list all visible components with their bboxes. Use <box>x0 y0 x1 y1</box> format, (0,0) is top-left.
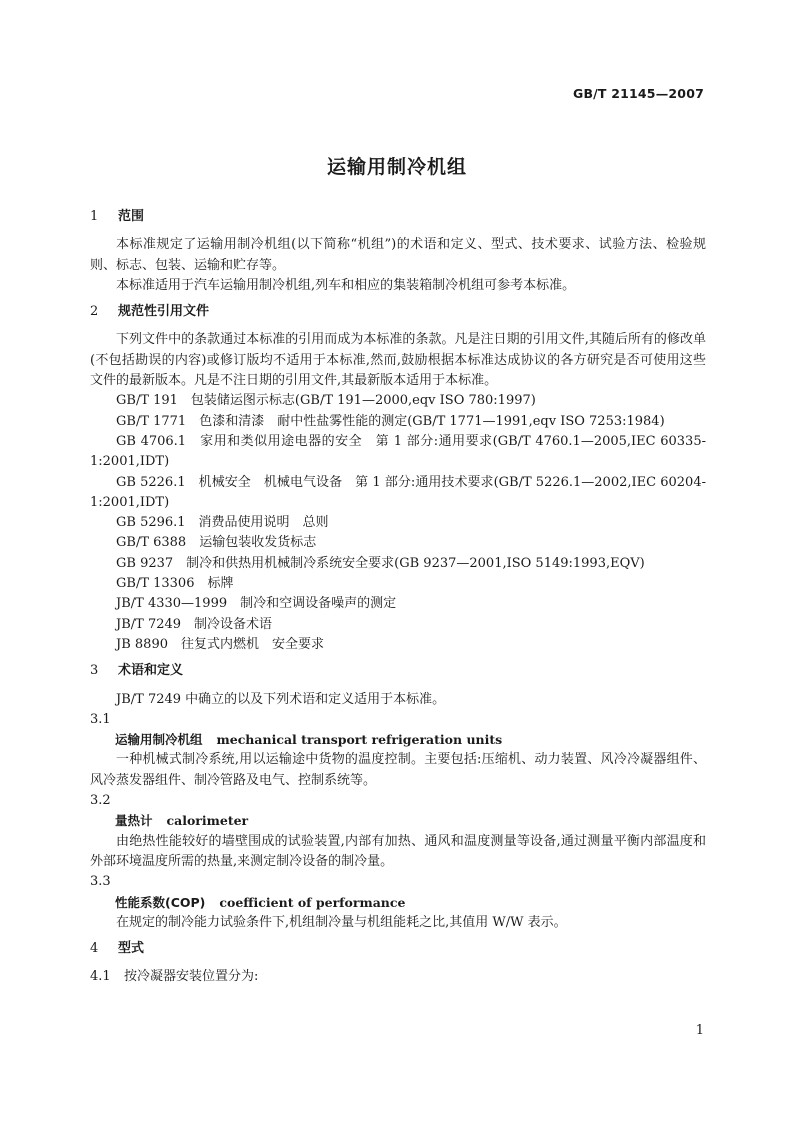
term-en: coefficient of performance <box>219 894 406 910</box>
page-number: 1 <box>695 1023 704 1038</box>
section-number: 3 <box>90 663 99 679</box>
reference-item: GB 5296.1 消费品使用说明 总则 <box>116 515 329 531</box>
section-title: 术语和定义 <box>118 663 184 679</box>
term-number: 3.1 <box>90 711 111 727</box>
document-title: 运输用制冷机组 <box>326 156 467 178</box>
term-zh: 性能系数(COP) <box>115 894 206 910</box>
term-definition: 一种机械式制冷系统,用以运输途中货物的温度控制。主要包括:压缩机、动力装置、风冷冷凝器组件、风冷蒸发器组件、制冷管路及电气、控制系统等。 <box>90 752 706 788</box>
section-number: 1 <box>90 209 99 224</box>
section-number: 4 <box>90 941 99 957</box>
section-title: 型式 <box>118 941 145 957</box>
term-title <box>90 811 706 831</box>
sub-clause <box>90 967 706 987</box>
term-zh: 量热计 <box>115 813 153 829</box>
sub-clause-text: 按冷凝器安装位置分为: <box>124 969 259 985</box>
section-number: 2 <box>90 304 99 320</box>
paragraph: 本标准适用于汽车运输用制冷机组,列车和相应的集装箱制冷机组可参考本标准。 <box>116 277 576 293</box>
term-number: 3.2 <box>90 793 111 809</box>
doc-code: GB/T 21145—2007 <box>572 86 704 101</box>
section-title: 范围 <box>118 209 145 224</box>
term-title <box>90 730 706 750</box>
section-heading-4 <box>90 939 706 959</box>
term-title <box>90 893 706 913</box>
reference-item: GB/T 191 包装储运图示标志(GB/T 191—2000,eqv ISO 780:1997) <box>116 393 536 409</box>
term-definition: 由绝热性能较好的墙壁围成的试验装置,内部有加热、通风和温度测量等设备,通过测量平衡内部温度和外部环境温度所需的热量,来测定制冷设备的制冷量。 <box>90 833 706 869</box>
reference-item: GB 5226.1 机械安全 机械电气设备 第 1 部分:通用技术要求(GB/T 5226.1—2002,IEC 60204-1:2001,IDT) <box>90 474 706 510</box>
term-zh: 运输用制冷机组 <box>115 732 203 748</box>
section-title: 规范性引用文件 <box>118 304 210 320</box>
paragraph: 本标准规定了运输用制冷机组(以下简称“机组”)的术语和定义、型式、技术要求、试验方法、检验规则、标志、包装、运输和贮存等。 <box>90 237 706 273</box>
section-heading-2 <box>90 302 706 322</box>
term-definition: 在规定的制冷能力试验条件下,机组制冷量与机组能耗之比,其值用 W/W 表示。 <box>116 914 567 930</box>
reference-item: GB 9237 制冷和供热用机械制冷系统安全要求(GB 9237—2001,ISO 5149:1993,EQV) <box>116 555 645 571</box>
reference-item: GB/T 13306 标牌 <box>116 576 234 592</box>
reference-item: JB/T 7249 制冷设备术语 <box>116 616 273 632</box>
section-heading-1 <box>90 207 706 227</box>
document-body <box>90 207 706 988</box>
reference-item: GB/T 1771 色漆和清漆 耐中性盐雾性能的测定(GB/T 1771—1991,eqv ISO 7253:1984) <box>116 413 665 429</box>
sub-clause-number: 4.1 <box>90 969 111 985</box>
section-heading-3 <box>90 661 706 681</box>
term-en: calorimeter <box>166 813 249 829</box>
reference-item: JB/T 4330—1999 制冷和空调设备噪声的测定 <box>116 596 397 612</box>
term-en: mechanical transport refrigeration units <box>216 732 503 748</box>
paragraph: 下列文件中的条款通过本标准的引用而成为本标准的条款。凡是注日期的引用文件,其随后所有的修改单(不包括勘误的内容)或修订版均不适用于本标准,然而,鼓励根据本标准达成协议的各方研究是否可使用这些文件的最新版本。凡是不注日期的引用文件,其最新版本适用于本标准。 <box>90 332 706 389</box>
reference-item: GB 4706.1 家用和类似用途电器的安全 第 1 部分:通用要求(GB/T 4760.1—2005,IEC 60335-1:2001,IDT) <box>90 433 706 470</box>
term-number: 3.3 <box>90 874 111 890</box>
reference-item: GB/T 6388 运输包装收发货标志 <box>116 535 317 551</box>
reference-item: JB 8890 往复式内燃机 安全要求 <box>116 636 324 652</box>
paragraph: JB/T 7249 中确立的以及下列术语和定义适用于本标准。 <box>116 691 446 707</box>
